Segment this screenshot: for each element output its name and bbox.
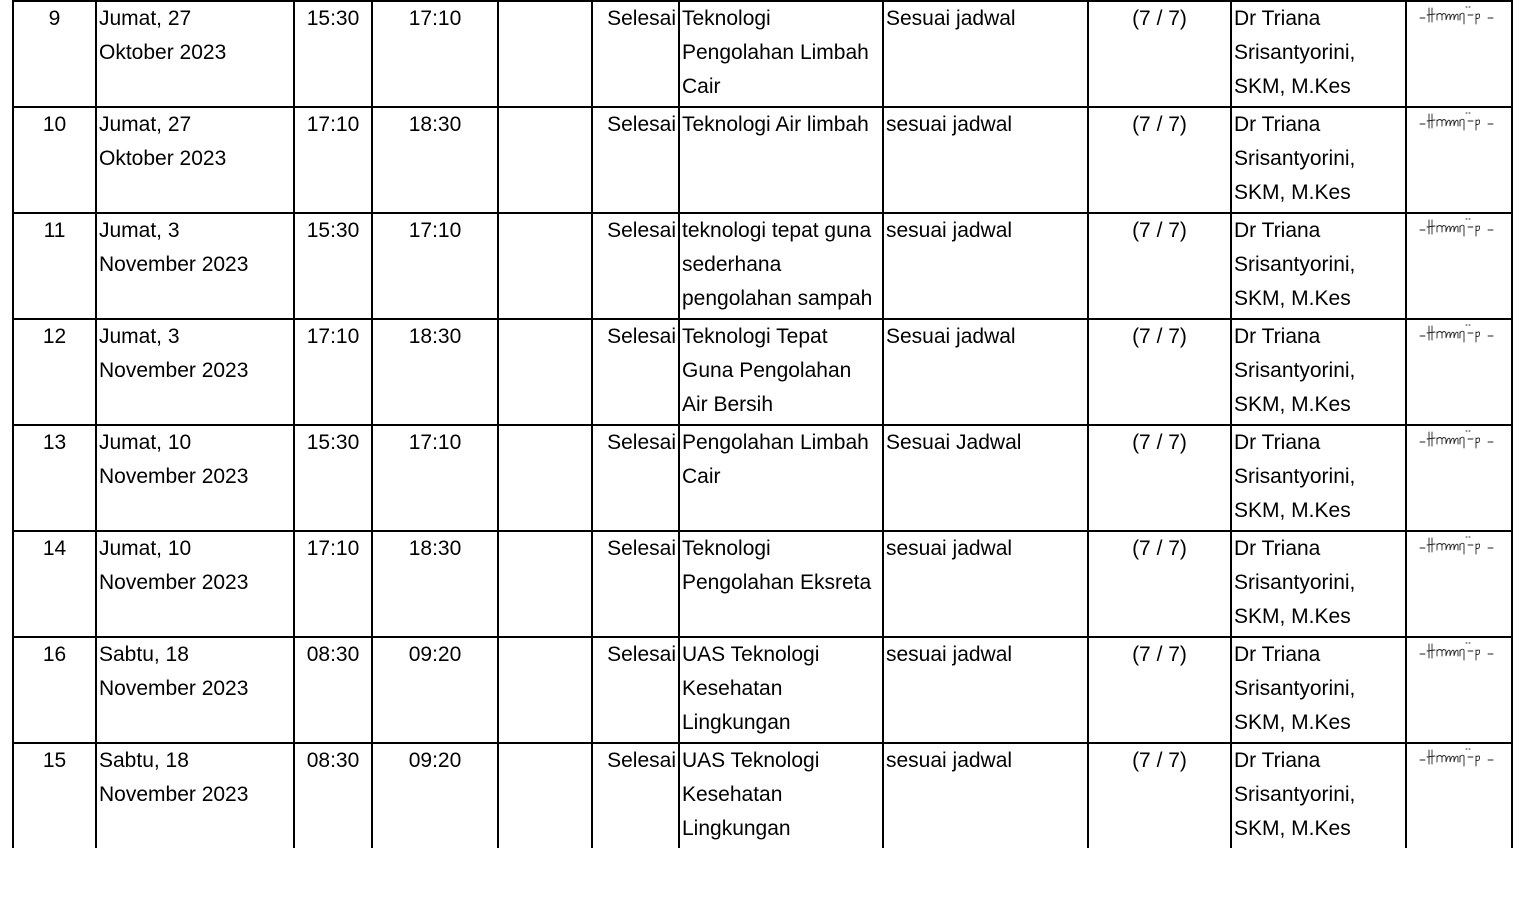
attendance-count-cell: (7 / 7) xyxy=(1088,107,1231,213)
empty-cell xyxy=(498,743,592,848)
start-time-cell: 15:30 xyxy=(294,1,372,107)
date-day: Jumat, 10 xyxy=(99,431,192,454)
status-cell: Selesai xyxy=(592,1,679,107)
handwritten-signature-icon xyxy=(1418,426,1500,452)
lecturer-surname: Srisantyorini, xyxy=(1234,253,1356,276)
empty-cell xyxy=(498,425,592,531)
start-time-cell: 15:30 xyxy=(294,425,372,531)
lecturer-degree: SKM, M.Kes xyxy=(1234,393,1351,416)
lecturer-degree: SKM, M.Kes xyxy=(1234,181,1351,204)
table-row xyxy=(13,743,1512,848)
note-cell: Sesuai jadwal xyxy=(883,1,1088,107)
topic-cell: UAS Teknologi Kesehatan Lingkungan xyxy=(679,637,883,743)
lecturer-surname: Srisantyorini, xyxy=(1234,359,1356,382)
lecturer-degree: SKM, M.Kes xyxy=(1234,711,1351,734)
signature-cell xyxy=(1406,1,1512,107)
lecturer-cell xyxy=(1231,319,1406,425)
status-cell: Selesai xyxy=(592,319,679,425)
meeting-number-cell: 12 xyxy=(13,319,96,425)
start-time-cell: 15:30 xyxy=(294,213,372,319)
lecturer-surname: Srisantyorini, xyxy=(1234,783,1356,806)
handwritten-signature-icon xyxy=(1418,320,1500,346)
topic-cell: Teknologi Air limbah xyxy=(679,107,883,213)
lecturer-surname: Srisantyorini, xyxy=(1234,465,1356,488)
date-month-year: Oktober 2023 xyxy=(99,41,227,64)
lecturer-degree: SKM, M.Kes xyxy=(1234,287,1351,310)
end-time-cell: 18:30 xyxy=(372,531,498,637)
end-time-cell: 17:10 xyxy=(372,213,498,319)
signature-cell xyxy=(1406,425,1512,531)
start-time-cell: 17:10 xyxy=(294,319,372,425)
meeting-number-cell: 11 xyxy=(13,213,96,319)
lecturer-surname: Srisantyorini, xyxy=(1234,571,1356,594)
status-cell: Selesai xyxy=(592,637,679,743)
attendance-count-cell: (7 / 7) xyxy=(1088,743,1231,848)
end-time-cell: 17:10 xyxy=(372,425,498,531)
table-row xyxy=(13,1,1512,107)
table-row xyxy=(13,107,1512,213)
date-month-year: November 2023 xyxy=(99,253,249,276)
empty-cell xyxy=(498,637,592,743)
meeting-number-cell: 14 xyxy=(13,531,96,637)
handwritten-signature-icon xyxy=(1418,532,1500,558)
lecturer-cell xyxy=(1231,1,1406,107)
table-row xyxy=(13,213,1512,319)
date-cell xyxy=(96,743,294,848)
date-month-year: Oktober 2023 xyxy=(99,147,227,170)
note-cell: Sesuai Jadwal xyxy=(883,425,1088,531)
lecturer-name: Dr Triana xyxy=(1234,749,1321,772)
start-time-cell: 08:30 xyxy=(294,743,372,848)
signature-cell xyxy=(1406,107,1512,213)
meeting-number-cell: 10 xyxy=(13,107,96,213)
end-time-cell: 18:30 xyxy=(372,107,498,213)
table-row xyxy=(13,637,1512,743)
topic-cell: UAS Teknologi Kesehatan Lingkungan xyxy=(679,743,883,848)
handwritten-signature-icon xyxy=(1418,744,1500,770)
end-time-cell: 18:30 xyxy=(372,319,498,425)
lecturer-surname: Srisantyorini, xyxy=(1234,677,1356,700)
lecturer-name: Dr Triana xyxy=(1234,325,1321,348)
date-day: Jumat, 10 xyxy=(99,537,192,560)
end-time-cell: 09:20 xyxy=(372,743,498,848)
lecturer-degree: SKM, M.Kes xyxy=(1234,75,1351,98)
date-cell xyxy=(96,213,294,319)
empty-cell xyxy=(498,213,592,319)
date-month-year: November 2023 xyxy=(99,359,249,382)
lecturer-degree: SKM, M.Kes xyxy=(1234,605,1351,628)
lecturer-name: Dr Triana xyxy=(1234,7,1321,30)
lecturer-surname: Srisantyorini, xyxy=(1234,147,1356,170)
handwritten-signature-icon xyxy=(1418,108,1500,134)
status-cell: Selesai xyxy=(592,213,679,319)
date-day: Jumat, 3 xyxy=(99,325,180,348)
handwritten-signature-icon xyxy=(1418,2,1500,28)
date-cell xyxy=(96,1,294,107)
date-cell xyxy=(96,637,294,743)
lecturer-name: Dr Triana xyxy=(1234,431,1321,454)
attendance-count-cell: (7 / 7) xyxy=(1088,1,1231,107)
end-time-cell: 17:10 xyxy=(372,1,498,107)
date-cell xyxy=(96,319,294,425)
topic-cell: Teknologi Pengolahan Limbah Cair xyxy=(679,1,883,107)
meeting-number-cell: 13 xyxy=(13,425,96,531)
lecturer-degree: SKM, M.Kes xyxy=(1234,499,1351,522)
signature-cell xyxy=(1406,213,1512,319)
note-cell: sesuai jadwal xyxy=(883,743,1088,848)
attendance-count-cell: (7 / 7) xyxy=(1088,213,1231,319)
lecturer-cell xyxy=(1231,637,1406,743)
note-cell: sesuai jadwal xyxy=(883,531,1088,637)
start-time-cell: 17:10 xyxy=(294,107,372,213)
date-month-year: November 2023 xyxy=(99,571,249,594)
note-cell: Sesuai jadwal xyxy=(883,319,1088,425)
lecturer-surname: Srisantyorini, xyxy=(1234,41,1356,64)
lecturer-name: Dr Triana xyxy=(1234,113,1321,136)
status-cell: Selesai xyxy=(592,743,679,848)
handwritten-signature-icon xyxy=(1418,638,1500,664)
lecturer-name: Dr Triana xyxy=(1234,643,1321,666)
empty-cell xyxy=(498,319,592,425)
end-time-cell: 09:20 xyxy=(372,637,498,743)
date-month-year: November 2023 xyxy=(99,677,249,700)
signature-cell xyxy=(1406,743,1512,848)
date-day: Jumat, 27 xyxy=(99,113,192,136)
lecturer-cell xyxy=(1231,213,1406,319)
handwritten-signature-icon xyxy=(1418,214,1500,240)
note-cell: sesuai jadwal xyxy=(883,213,1088,319)
attendance-count-cell: (7 / 7) xyxy=(1088,319,1231,425)
signature-cell xyxy=(1406,319,1512,425)
status-cell: Selesai xyxy=(592,531,679,637)
date-day: Jumat, 3 xyxy=(99,219,180,242)
date-cell xyxy=(96,107,294,213)
empty-cell xyxy=(498,107,592,213)
attendance-count-cell: (7 / 7) xyxy=(1088,531,1231,637)
topic-cell: Teknologi Pengolahan Eksreta xyxy=(679,531,883,637)
date-cell xyxy=(96,425,294,531)
attendance-count-cell: (7 / 7) xyxy=(1088,425,1231,531)
lecturer-cell xyxy=(1231,107,1406,213)
empty-cell xyxy=(498,531,592,637)
empty-cell xyxy=(498,1,592,107)
status-cell: Selesai xyxy=(592,425,679,531)
date-month-year: November 2023 xyxy=(99,465,249,488)
signature-cell xyxy=(1406,531,1512,637)
topic-cell: Teknologi Tepat Guna Pengolahan Air Bersih xyxy=(679,319,883,425)
note-cell: sesuai jadwal xyxy=(883,107,1088,213)
start-time-cell: 17:10 xyxy=(294,531,372,637)
lecturer-degree: SKM, M.Kes xyxy=(1234,817,1351,840)
date-day: Jumat, 27 xyxy=(99,7,192,30)
lecturer-cell xyxy=(1231,743,1406,848)
lecturer-cell xyxy=(1231,425,1406,531)
date-day: Sabtu, 18 xyxy=(99,749,189,772)
table-row xyxy=(13,425,1512,531)
table-row xyxy=(13,531,1512,637)
attendance-schedule-table xyxy=(12,0,1513,848)
meeting-number-cell: 9 xyxy=(13,1,96,107)
date-cell xyxy=(96,531,294,637)
meeting-number-cell: 16 xyxy=(13,637,96,743)
table-body xyxy=(13,1,1512,848)
topic-cell: Pengolahan Limbah Cair xyxy=(679,425,883,531)
status-cell: Selesai xyxy=(592,107,679,213)
attendance-count-cell: (7 / 7) xyxy=(1088,637,1231,743)
note-cell: sesuai jadwal xyxy=(883,637,1088,743)
topic-cell: teknologi tepat guna sederhana pengolahan sampah xyxy=(679,213,883,319)
date-day: Sabtu, 18 xyxy=(99,643,189,666)
date-month-year: November 2023 xyxy=(99,783,249,806)
signature-cell xyxy=(1406,637,1512,743)
start-time-cell: 08:30 xyxy=(294,637,372,743)
meeting-number-cell: 15 xyxy=(13,743,96,848)
table-row xyxy=(13,319,1512,425)
lecturer-name: Dr Triana xyxy=(1234,219,1321,242)
lecturer-name: Dr Triana xyxy=(1234,537,1321,560)
lecturer-cell xyxy=(1231,531,1406,637)
